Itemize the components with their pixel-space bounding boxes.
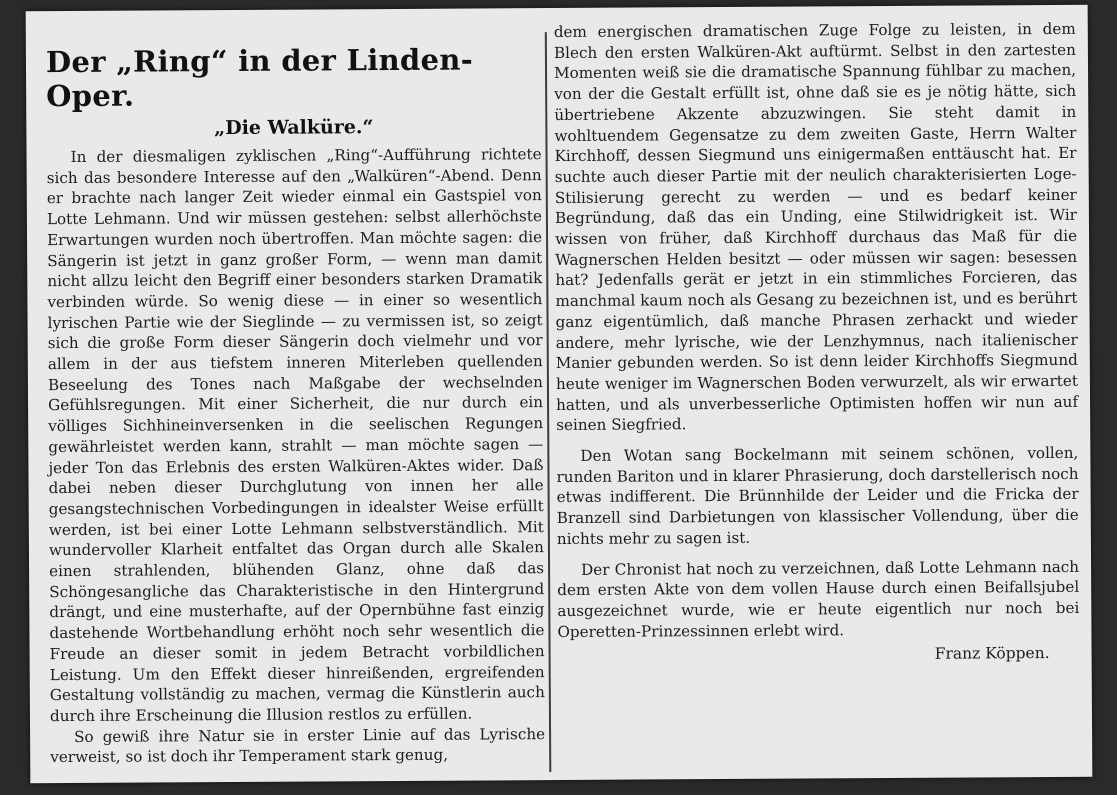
paragraph-1: In der diesmaligen zyklischen „Ring“-Aufführung richtete sich das besondere Interesse auf den „Walküren“-Abend. Denn er brachte nach langer Zeit wieder einmal ein Gastspiel von Lotte Lehmann. Und wir müssen gestehen: selbst allerhöchste Erwartungen wurden noch übertroffen. Man möchte sagen: die Sängerin ist jetzt in ganz großer Form, — wenn man damit nicht allzu leicht den Begriff einer besonders starken Dramatik verbinden würde. So wenig diese — in einer so wesentlich lyrischen Partie wie der Sieglinde — zu vermissen ist, so zeigt sich die große Form dieser Sängerin doch vielmehr und vor allem in der aus tiefstem inneren Miterleben quellenden Beseelung des Tones nach Maßgabe der wechselnden Gefühlsregungen. Mit einer Sicherheit, die nur durch ein völliges Sichhineinversenken in die seelischen Regungen gewährleistet werden kann, strahlt — man möchte sagen — jeder Ton das Erlebnis des ersten Walküren-Aktes wider. Daß dabei neben dieser Durchglutung von innen her alle gesangstechnischen Vorbedingungen in idealster Weise erfüllt werden, ist bei einer Lotte Lehmann selbstverständlich. Mit wundervoller Klarheit entfaltet das Organ durch alle Skalen einen strahlenden, blühenden Glanz, ohne daß das Schöngesangliche das Charakteristische in den Hintergrund drängt, und eine musterhafte, auf der Opernbühne fast einzig dastehende Wortbehandlung erhöht noch sehr wesentlich die Freude an dieser somit in jedem Betracht vorbildlichen Leistung. Um den Effekt dieser hinreißenden, ergreifenden Gestaltung vollständig zu machen, vermag die Künstlerin auch durch ihre Erscheinung die Illusion restlos zu erfüllen. xyxy=(46,145,545,726)
paragraph-2: So gewiß ihre Natur sie in erster Linie auf das Lyrische verweist, so ist doch ihr Temperament stark genug, xyxy=(50,724,546,767)
newspaper-clipping xyxy=(26,5,1093,783)
subheadline: „Die Walküre.“ xyxy=(214,116,374,140)
left-column xyxy=(46,42,545,768)
paragraph-5: Der Chronist hat noch zu verzeichnen, daß Lotte Lehmann nach dem ersten Akte von dem vollen Hause durch einen Beifallsjubel ausgezeichnet wurde, wie er heute eigentlich nur noch bei Operetten-Prinzessinnen erlebt wird. xyxy=(557,557,1080,641)
paragraph-4: Den Wotan sang Bockelmann mit seinem schönen, vollen, runden Bariton und in klarer Phrasierung, doch darstellerisch noch etwas indifferent. Die Brünnhilde der Leider und die Fricka der Branzell sind Darbietungen von klassischer Vollendung, über die nichts mehr zu sagen ist. xyxy=(556,443,1079,548)
right-column xyxy=(554,19,1080,667)
headline: Der „Ring“ in der Linden-Oper. xyxy=(45,42,474,114)
paragraph-3: dem energischen dramatischen Zuge Folge zu leisten, in dem Blech den ersten Walküren-Akt auftürmt. Selbst in den zartesten Momenten weiß sie die dramatische Spannung fühlbar zu machen, von der die Gestalt erfüllt ist, ohne daß sie es je nötig hätte, sich übertriebene Akzente abzuzwingen. Sie steht damit in wohltuendem Gegensatze zu dem zweiten Gaste, Herrn Walter Kirchhoff, dessen Siegmund uns einigermaßen enttäuscht hat. Er suchte auch dieser Partie mit der neulich charakterisierten Loge-Stilisierung gerecht zu werden — und es bedarf keiner Begründung, daß das ein Unding, eine Stilwidrigkeit ist. Wir wissen von früher, daß Kirchhoff durchaus das Maß für die Wagnerschen Helden besitzt — oder müssen wir sagen: besessen hat? Jedenfalls gerät er jetzt in ein stimmliches Forcieren, das manchmal kaum noch als Gesang zu bezeichnen ist, und es berührt ganz eigentümlich, daß manche Phrasen zerhackt und wieder andere, mehr lyrische, wie der Lenzhymnus, nach italienischer Manier gebunden werden. So ist denn leider Kirchhoffs Siegmund heute weniger im Wagnerschen Boden verwurzelt, als wir erwartet hatten, und als unverbesserliche Optimisten hoffen wir nun auf seinen Siegfried. xyxy=(553,19,1079,435)
author-signature: Franz Köppen. xyxy=(934,644,1050,664)
column-divider xyxy=(545,32,552,772)
